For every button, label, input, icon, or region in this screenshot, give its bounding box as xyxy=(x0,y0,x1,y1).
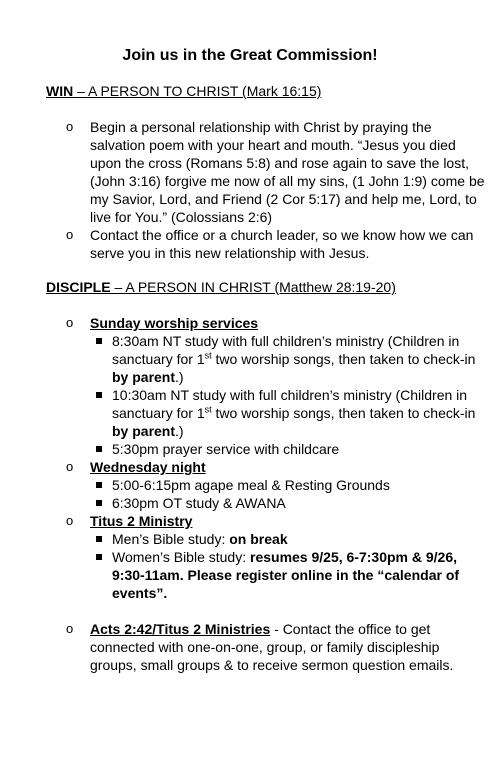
square-bullet-icon xyxy=(96,536,102,542)
titus-label: Titus 2 Ministry xyxy=(90,513,193,529)
win-heading-word: WIN xyxy=(46,83,74,99)
sunday-item-1030-end: .) xyxy=(175,423,184,439)
sunday-item-830-text-b: two worship songs, then taken to check-in xyxy=(211,351,476,367)
sunday-item-830-end: .) xyxy=(175,369,184,385)
list-item xyxy=(90,476,486,494)
sunday-item-prayer: 5:30pm prayer service with childcare xyxy=(112,441,340,457)
square-bullet-icon xyxy=(96,554,102,560)
by-parent-text: by parent xyxy=(112,423,176,439)
sunday-label: Sunday worship services xyxy=(90,315,259,331)
list-item xyxy=(66,620,486,674)
acts-text: - Contact the office to get connected with one-on-one, group, or family discipleship groups, small groups & to receive sermon question emails. xyxy=(90,621,454,673)
list-item xyxy=(90,494,486,512)
acts-label: Acts 2:42/Titus 2 Ministries xyxy=(90,621,271,637)
womens-study-label: Women’s Bible study: xyxy=(112,549,250,565)
list-item xyxy=(66,118,486,226)
circle-bullet-icon: o xyxy=(66,459,74,474)
square-bullet-icon xyxy=(96,338,102,344)
list-item xyxy=(90,332,486,386)
list-item xyxy=(90,386,486,440)
square-bullet-icon xyxy=(96,392,102,398)
disciple-heading xyxy=(46,278,396,296)
page-title: Join us in the Great Commission! xyxy=(122,47,378,64)
square-bullet-icon xyxy=(96,446,102,452)
titus-sublist xyxy=(90,530,486,602)
win-item-prayer: Begin a personal relationship with Christ by praying the salvation poem with your heart and mouth. “Jesus you died upon the cross (Romans 5:8) and rose again to save the lost, (John 3:16) forgive me now of all my sins, (1 John 1:9) come be my Savior, Lord, and Friend (2 Cor 5:17) and help me, Lord, to live for You.” (Colossians 2:6) xyxy=(90,119,485,225)
womens-study-status: resumes 9/25, 6-7:30pm & 9/26, 9:30-11am. Please register online in the “calendar of events”. xyxy=(112,549,460,601)
wednesday-item-meal: 5:00-6:15pm agape meal & Resting Grounds xyxy=(112,477,390,493)
sunday-item-1030-text: 10:30am NT study with full children’s ministry (Children in sanctuary for 1 xyxy=(112,387,468,421)
sunday-item-1030-text-b: two worship songs, then taken to check-in xyxy=(211,405,476,421)
list-item xyxy=(90,440,486,458)
sunday-sublist xyxy=(90,332,486,458)
win-item-contact: Contact the office or a church leader, so we know how we can serve you in this new relationship with Jesus. xyxy=(90,227,474,261)
list-item xyxy=(66,314,486,458)
circle-bullet-icon: o xyxy=(66,621,74,636)
disciple-heading-word: DISCIPLE xyxy=(46,279,111,295)
disciple-heading-rest: – A PERSON IN CHRIST (Matthew 28:19-20) xyxy=(110,279,396,295)
wednesday-item-awana: 6:30pm OT study & AWANA xyxy=(112,495,286,511)
sunday-item-830-text: 8:30am NT study with full children’s ministry (Children in sanctuary for 1 xyxy=(112,333,460,367)
wednesday-label: Wednesday night xyxy=(90,459,206,475)
list-item xyxy=(66,458,486,512)
circle-bullet-icon: o xyxy=(66,315,74,330)
disciple-list xyxy=(66,314,486,674)
circle-bullet-icon: o xyxy=(66,513,74,528)
list-item xyxy=(90,530,486,548)
square-bullet-icon xyxy=(96,500,102,506)
by-parent-text: by parent xyxy=(112,369,176,385)
list-item xyxy=(66,512,486,602)
circle-bullet-icon: o xyxy=(66,227,74,242)
square-bullet-icon xyxy=(96,482,102,488)
superscript-st: st xyxy=(204,404,212,415)
mens-study-status: on break xyxy=(229,531,288,547)
circle-bullet-icon: o xyxy=(66,119,74,134)
wednesday-sublist xyxy=(90,476,486,512)
list-item xyxy=(90,548,486,602)
mens-study-label: Men’s Bible study: xyxy=(112,531,230,547)
superscript-st: st xyxy=(204,350,212,361)
list-item xyxy=(66,226,486,262)
win-list xyxy=(66,118,486,262)
win-heading-rest: – A PERSON TO CHRIST (Mark 16:15) xyxy=(73,83,322,99)
win-heading xyxy=(46,82,321,100)
